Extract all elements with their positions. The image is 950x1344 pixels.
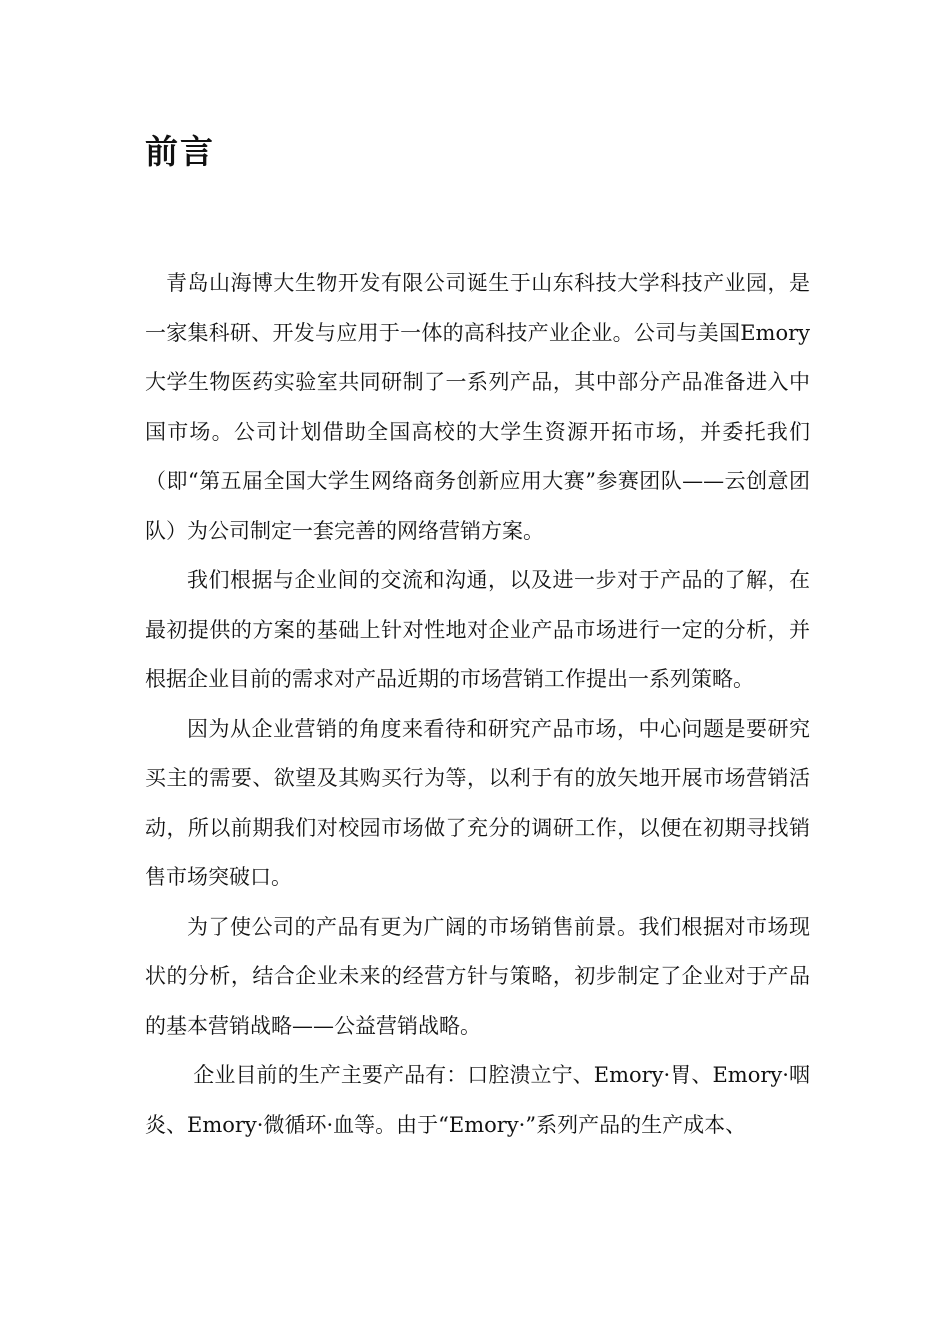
body-text <box>145 259 810 1150</box>
page-title: 前言 <box>145 132 215 171</box>
paragraph-communication: 我们根据与企业间的交流和沟通，以及进一步对于产品的了解，在最初提供的方案的基础上针对性地对企业产品市场进行一定的分析，并根据企业目前的需求对产品近期的市场营销工作提出一系列策略。 <box>145 568 810 691</box>
paragraph-products: 企业目前的生产主要产品有：口腔溃立宁、Emory·胃、Emory·咽炎、Emory·微循环·血等。由于“Emory·”系列产品的生产成本、 <box>145 1063 810 1137</box>
paragraph-marketing-strategy: 为了使公司的产品有更为广阔的市场销售前景。我们根据对市场现状的分析，结合企业未来的经营方针与策略，初步制定了企业对于产品的基本营销战略——公益营销战略。 <box>145 914 810 1038</box>
paragraph-company-intro: 青岛山海博大生物开发有限公司诞生于山东科技大学科技产业园，是一家集科研、开发与应用于一体的高科技产业企业。公司与美国Emory大学生物医药实验室共同研制了一系列产品，其中部分产品准备进入中国市场。公司计划借助全国高校的大学生资源开拓市场，并委托我们（即“第五届全国大学生网络商务创新应用大赛”参赛团队——云创意团队）为公司制定一套完善的网络营销方案。 <box>145 271 810 543</box>
paragraph-market-research: 因为从企业营销的角度来看待和研究产品市场，中心问题是要研究买主的需要、欲望及其购买行为等，以利于有的放矢地开展市场营销活动，所以前期我们对校园市场做了充分的调研工作，以便在初期寻找销售市场突破口。 <box>145 716 810 889</box>
